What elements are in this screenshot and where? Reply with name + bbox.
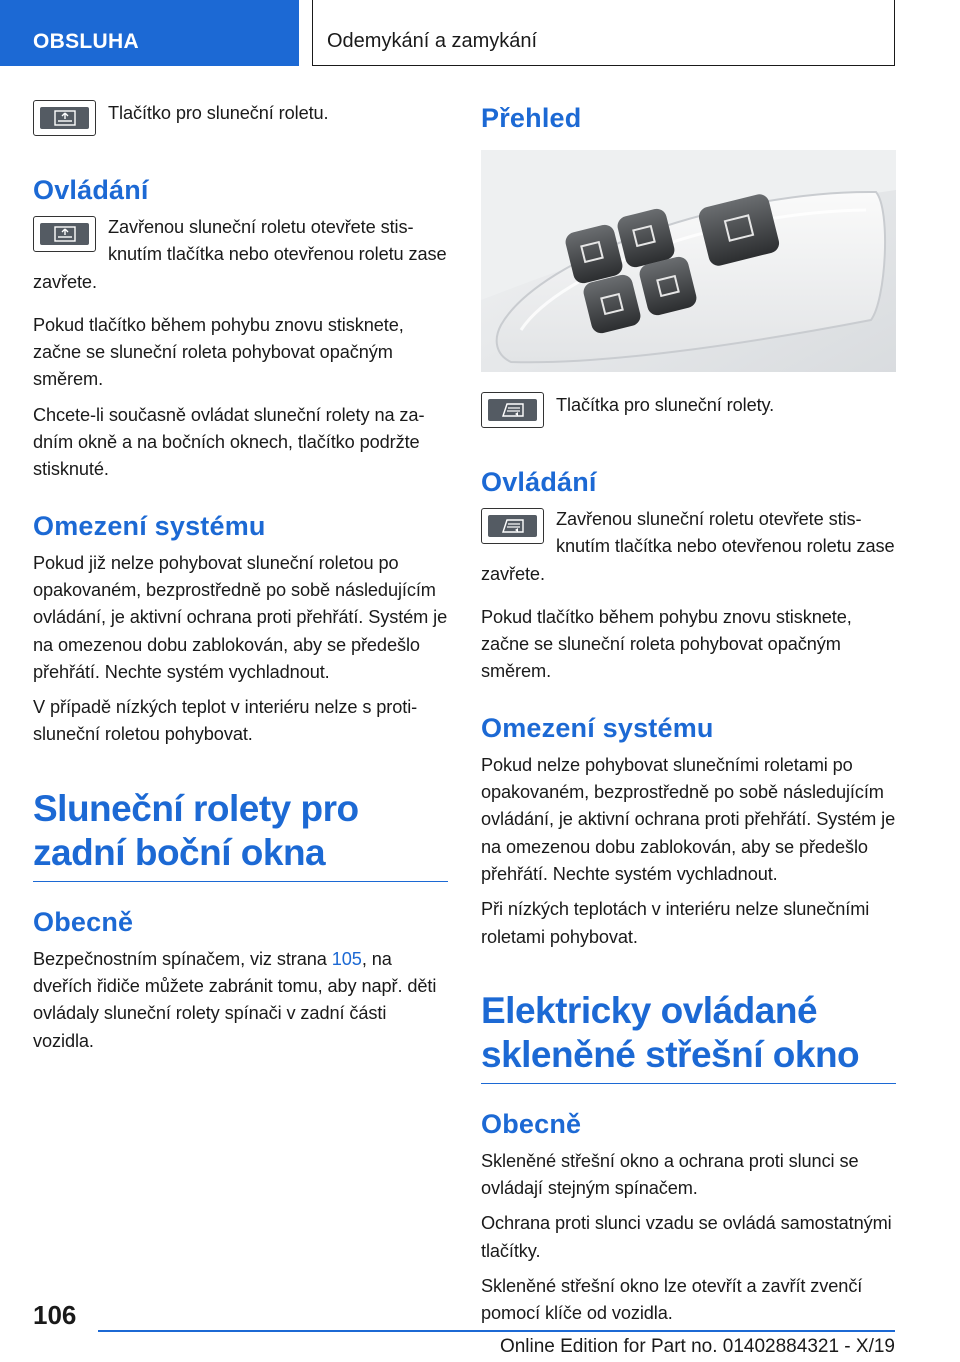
page-header <box>0 0 960 66</box>
right-column <box>481 100 896 1336</box>
heading-omezeni: Omezení systému <box>33 510 266 541</box>
page-link[interactable]: 105 <box>331 948 362 969</box>
roller-blind-button-icon <box>33 100 96 136</box>
footer-divider <box>98 1330 895 1332</box>
rear-window-blind-button-icon <box>481 508 544 544</box>
chapter-title: Odemykání a zamykání <box>312 0 895 66</box>
heading-prehled: Přehled <box>481 103 582 133</box>
heading-ovladani: Ovládání <box>33 175 149 205</box>
chapter-heading: Sluneční rolety pro zadní boční okna <box>33 787 448 882</box>
paragraph: Pokud tlačítko během pohybu znovu stisknete, začne se sluneční roleta pohybovat opačným směrem. <box>481 606 852 682</box>
paragraph: Pokud již nelze pohybovat sluneční roletou po opakovaném, bezprostředně po sobě následujícím ovládání, je aktivní ochrana proti přehřátí. Systém je na omezenou dobu zablokován, aby se předešlo přehřátí. Nechte systém vychladnout. <box>33 552 448 682</box>
door-switch-photo <box>481 150 896 372</box>
paragraph: Zavřenou sluneční roletu otevřete stisknutím tlačítka nebo otevřenou roletu zase zavřete. <box>481 509 895 584</box>
paragraph: V případě nízkých teplot v interiéru nelze s protisluneční roletou pohybovat. <box>33 697 418 745</box>
page-number: 106 <box>33 1300 77 1330</box>
paragraph: Skleněné střešní okno lze otevřít a zavřít zvenčí pomocí klíče od vozidla. <box>481 1276 863 1324</box>
chapter-heading: Elektricky ovládané skleněné střešní okno <box>481 989 896 1084</box>
ovladani-instruction <box>33 214 448 304</box>
paragraph: Pokud nelze pohybovat slunečními roletami po opakovaném, bezprostředně po sobě následujícím ovládání, je aktivní ochrana proti přehřátí. Systém je na omezenou dobu zablokován, aby se předešlo přehřátí. Nechte systém vychladnout. <box>481 754 896 884</box>
paragraph: Skleněné střešní okno a ochrana proti slunci se ovládají stejným spínačem. <box>481 1150 859 1199</box>
heading-obecne: Obecně <box>481 1108 582 1139</box>
left-column <box>33 100 448 1063</box>
paragraph: Bezpečnostním spínačem, viz strana 105, na dveřích řidiče můžete zabránit tomu, aby např. děti ovládaly sluneční rolety spínači v zadní části vozidla. <box>33 948 437 1051</box>
heading-ovladani: Ovládání <box>481 467 597 497</box>
edition-note: Online Edition for Part no. 01402884321 - X/19 <box>499 1336 895 1357</box>
roller-blind-button-icon <box>33 216 96 252</box>
roller-blind-buttons-caption <box>481 392 896 440</box>
paragraph: Chcete-li současně ovládat sluneční rolety na zadním okně a na bočních oknech, tlačítko podržte stisknuté. <box>33 404 425 480</box>
caption-text: Tlačítko pro sluneční roletu. <box>108 103 329 123</box>
heading-omezeni: Omezení systému <box>481 712 714 743</box>
ovladani-instruction <box>481 506 896 596</box>
paragraph: Pokud tlačítko během pohybu znovu stisknete, začne se sluneční roleta pohybovat opačným směrem. <box>33 314 404 390</box>
caption-text: Tlačítka pro sluneční rolety. <box>556 395 775 415</box>
rear-window-blind-button-icon <box>481 392 544 428</box>
paragraph: Ochrana proti slunci vzadu se ovládá samostatnými tlačítky. <box>481 1213 892 1261</box>
roller-blind-button-caption <box>33 100 448 148</box>
section-tab: OBSLUHA <box>0 0 299 66</box>
paragraph: Při nízkých teplotách v interiéru nelze slunečními roletami pohybovat. <box>481 899 870 947</box>
paragraph: Zavřenou sluneční roletu otevřete stisknutím tlačítka nebo otevřenou roletu zase zavřete. <box>33 217 447 292</box>
heading-obecne: Obecně <box>33 906 134 937</box>
